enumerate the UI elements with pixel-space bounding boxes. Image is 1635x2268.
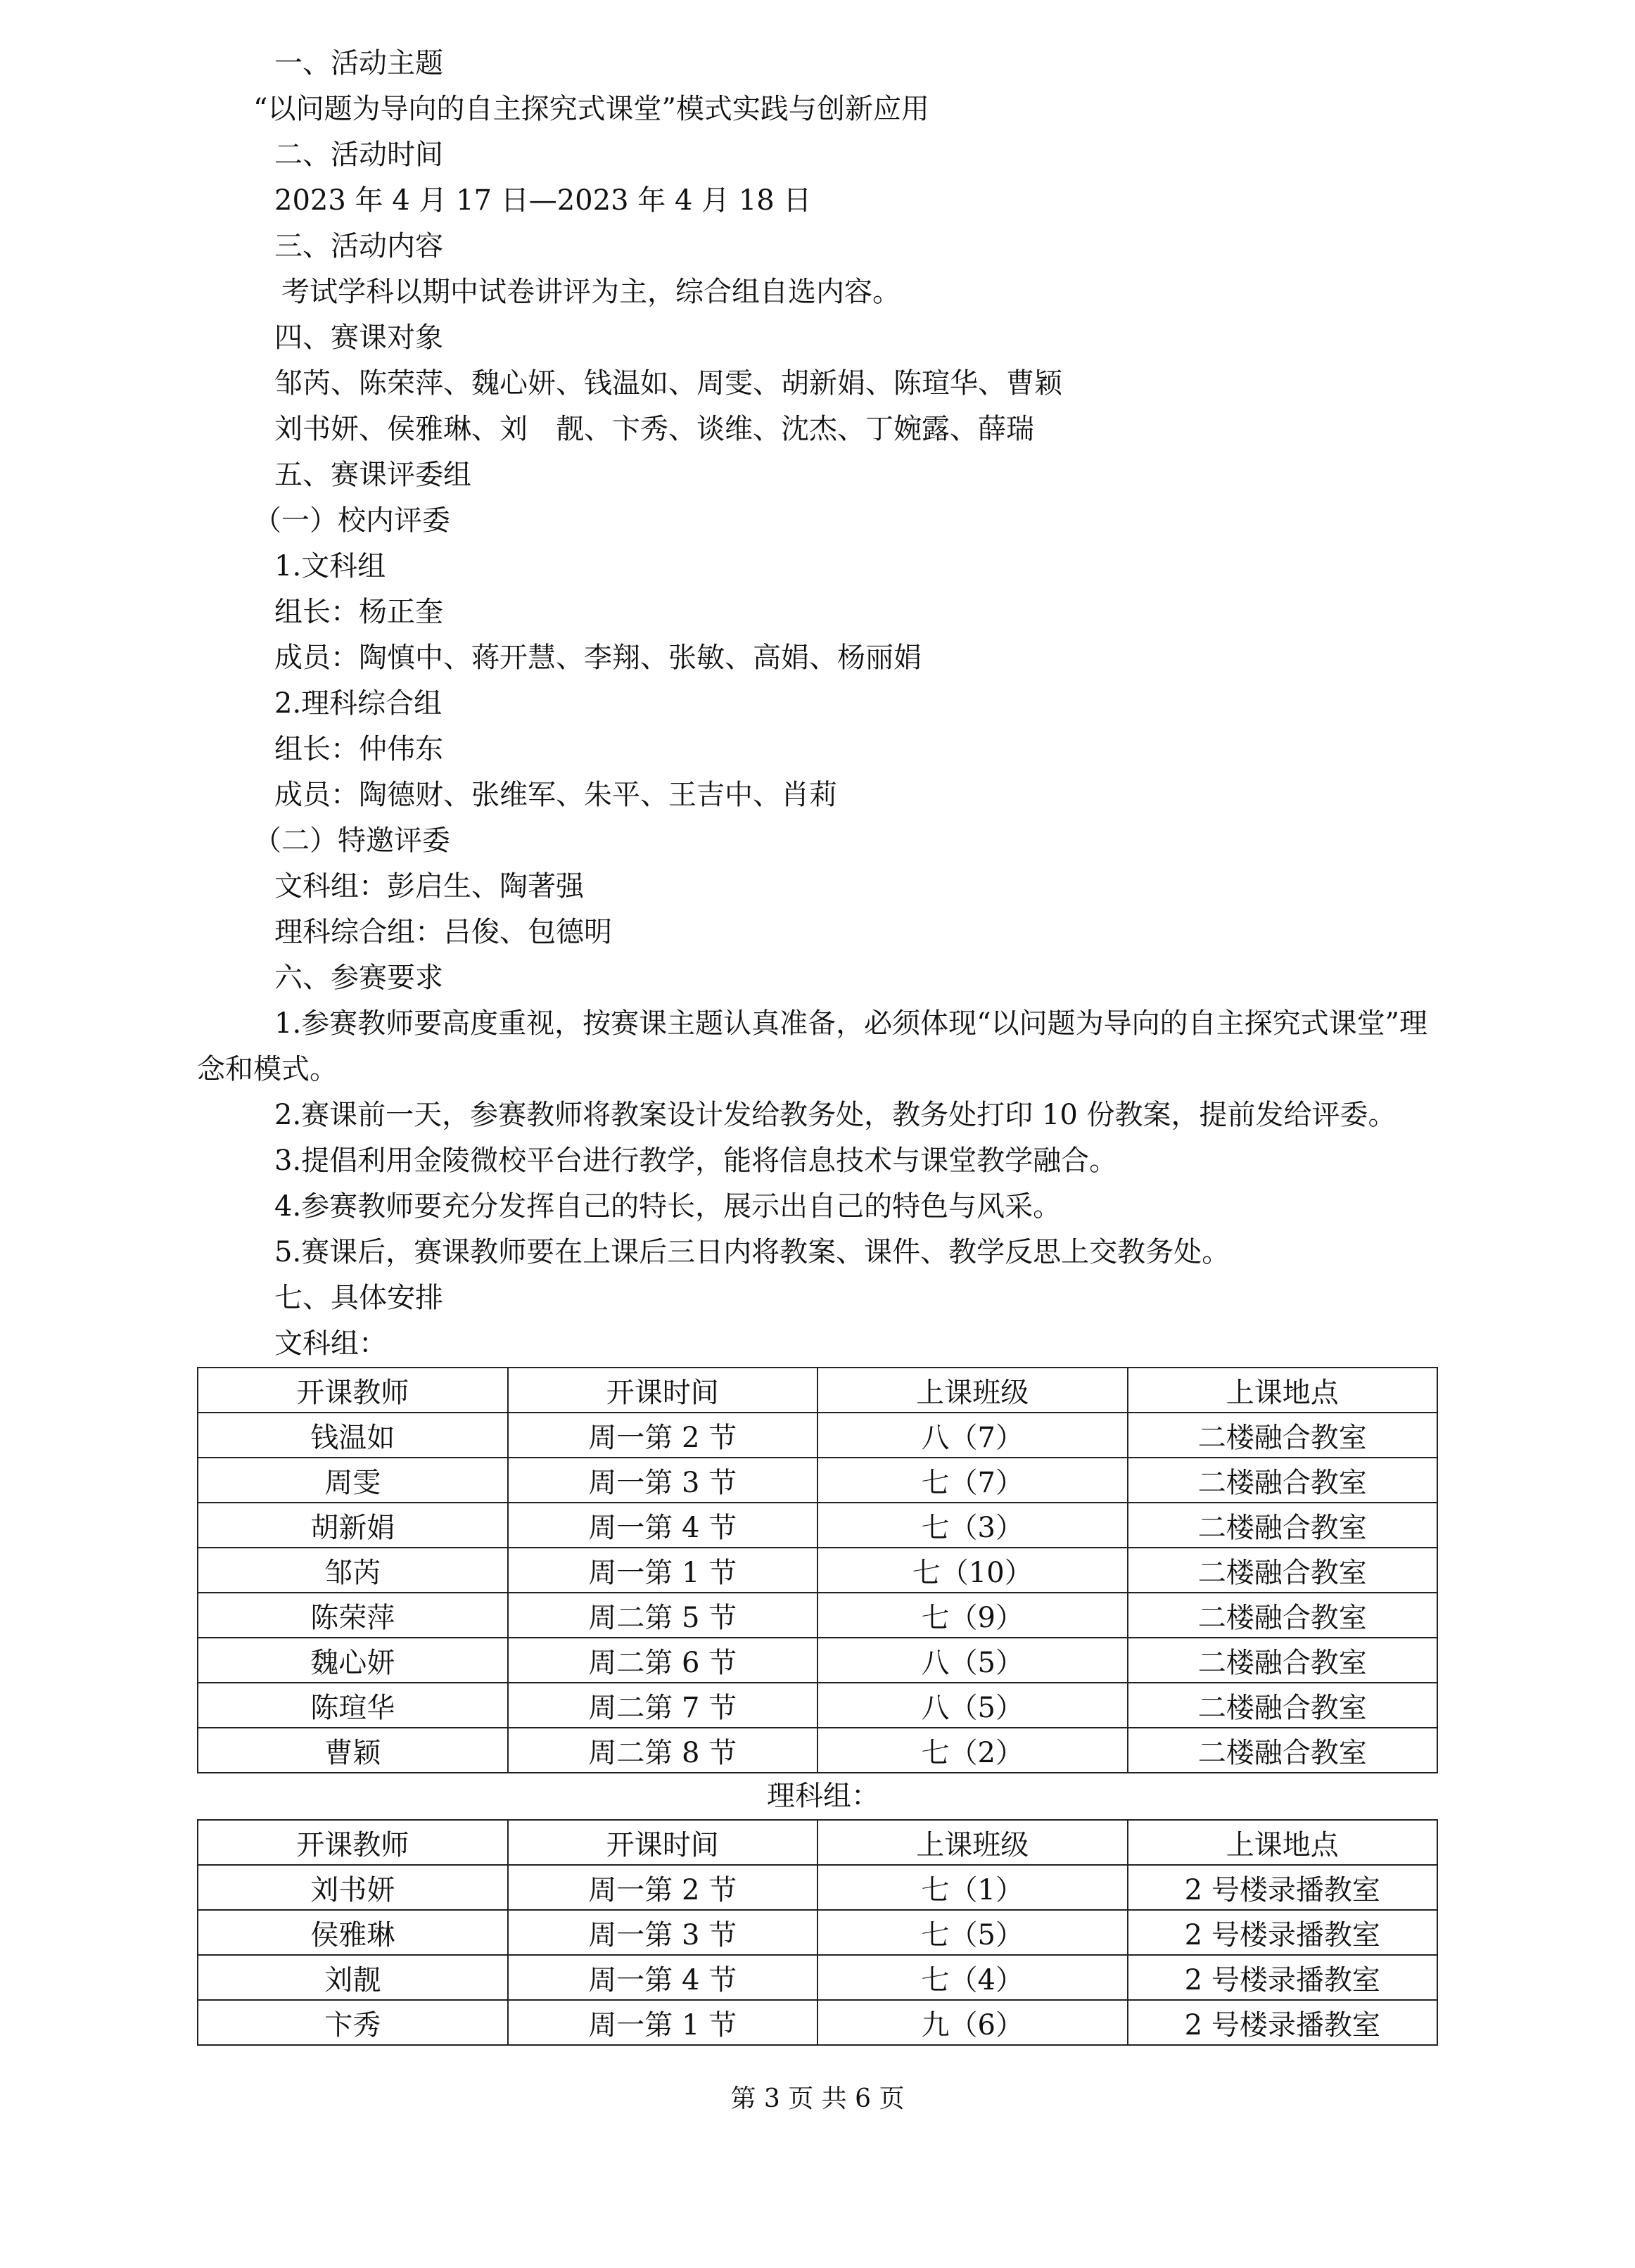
cell-time: 周二第 8 节 — [508, 1728, 818, 1773]
requirement-2: 2.赛课前一天，参赛教师将教案设计发给教务处，教务处打印 10 份教案，提前发给评委。 — [274, 1099, 1397, 1131]
cell-teacher: 陈荣萍 — [198, 1593, 508, 1638]
internal-judges-heading: （一）校内评委 — [253, 504, 450, 537]
header-teacher: 开课教师 — [198, 1368, 508, 1413]
participants-line-1: 邹芮、陈荣萍、魏心妍、钱温如、周雯、胡新娟、陈瑄华、曹颖 — [274, 367, 1062, 400]
science-group-heading: 2.理科综合组 — [274, 687, 443, 720]
requirement-1: 1.参赛教师要高度重视，按赛课主题认真准备，必须体现“以问题为导向的自主探究式课堂”理念和模式。 — [197, 1007, 1428, 1085]
cell-location: 二楼融合教室 — [1128, 1548, 1438, 1593]
invited-judges-arts: 文科组：彭启生、陶著强 — [274, 870, 584, 903]
cell-location: 2 号楼录播教室 — [1128, 1910, 1438, 1955]
cell-class: 九（6） — [818, 2000, 1128, 2045]
page-footer: 第 3 页 共 6 页 — [730, 2084, 905, 2113]
cell-location: 2 号楼录播教室 — [1128, 1865, 1438, 1910]
cell-location: 二楼融合教室 — [1128, 1683, 1438, 1728]
section-7-title: 七、具体安排 — [274, 1282, 443, 1314]
cell-location: 二楼融合教室 — [1128, 1728, 1438, 1773]
table-row — [198, 1955, 1437, 2000]
invited-judges-heading: （二）特邀评委 — [253, 824, 450, 857]
cell-time: 周二第 6 节 — [508, 1638, 818, 1683]
cell-class: 七（2） — [818, 1728, 1128, 1773]
cell-teacher: 卞秀 — [198, 2000, 508, 2045]
cell-location: 2 号楼录播教室 — [1128, 2000, 1438, 2045]
cell-teacher: 曹颖 — [198, 1728, 508, 1773]
cell-teacher: 侯雅琳 — [198, 1910, 508, 1955]
section-1-title: 一、活动主题 — [274, 47, 443, 79]
cell-teacher: 刘靓 — [198, 1955, 508, 2000]
cell-class: 七（10） — [818, 1548, 1128, 1593]
cell-location: 二楼融合教室 — [1128, 1638, 1438, 1683]
cell-teacher: 魏心妍 — [198, 1638, 508, 1683]
cell-class: 七（4） — [818, 1955, 1128, 2000]
arts-schedule-label: 文科组： — [274, 1327, 387, 1360]
table-row — [198, 1593, 1437, 1638]
cell-class: 七（3） — [818, 1503, 1128, 1548]
cell-location: 二楼融合教室 — [1128, 1458, 1438, 1503]
cell-location: 二楼融合教室 — [1128, 1503, 1438, 1548]
cell-time: 周二第 5 节 — [508, 1593, 818, 1638]
arts-group-heading: 1.文科组 — [274, 550, 386, 582]
section-5-title: 五、赛课评委组 — [274, 459, 471, 491]
cell-class: 八（7） — [818, 1413, 1128, 1458]
cell-time: 周一第 1 节 — [508, 2000, 818, 2045]
invited-judges-science: 理科综合组：吕俊、包德明 — [274, 916, 612, 948]
cell-time: 周一第 1 节 — [508, 1548, 818, 1593]
cell-location: 二楼融合教室 — [1128, 1593, 1438, 1638]
cell-time: 周一第 2 节 — [508, 1413, 818, 1458]
cell-class: 八（5） — [818, 1683, 1128, 1728]
science-schedule-label: 理科组： — [767, 1780, 879, 1812]
table-row — [198, 1865, 1437, 1910]
cell-class: 八（5） — [818, 1638, 1128, 1683]
table-row — [198, 1503, 1437, 1548]
table-header-row — [198, 1368, 1437, 1413]
cell-time: 周一第 2 节 — [508, 1865, 818, 1910]
science-group-leader: 组长：仲伟东 — [274, 733, 443, 765]
table-row — [198, 1683, 1437, 1728]
cell-teacher: 钱温如 — [198, 1413, 508, 1458]
cell-time: 周二第 7 节 — [508, 1683, 818, 1728]
header-location: 上课地点 — [1128, 1368, 1438, 1413]
table-row — [198, 1458, 1437, 1503]
cell-teacher: 邹芮 — [198, 1548, 508, 1593]
section-6-title: 六、参赛要求 — [274, 962, 443, 994]
science-group-members: 成员：陶德财、张维军、朱平、王吉中、肖莉 — [274, 779, 837, 811]
cell-teacher: 刘书妍 — [198, 1865, 508, 1910]
table-header-row — [198, 1820, 1437, 1865]
cell-class: 七（7） — [818, 1458, 1128, 1503]
cell-class: 七（5） — [818, 1910, 1128, 1955]
table-row — [198, 1638, 1437, 1683]
requirement-3: 3.提倡利用金陵微校平台进行教学，能将信息技术与课堂教学融合。 — [274, 1145, 1118, 1177]
section-1-body: “以问题为导向的自主探究式课堂”模式实践与创新应用 — [253, 93, 929, 125]
table-row — [198, 1728, 1437, 1773]
document-body — [197, 41, 1449, 2046]
section-3-body: 考试学科以期中试卷讲评为主，综合组自选内容。 — [281, 276, 901, 308]
cell-class: 七（1） — [818, 1865, 1128, 1910]
header-time: 开课时间 — [508, 1368, 818, 1413]
header-class: 上课班级 — [818, 1820, 1128, 1865]
header-class: 上课班级 — [818, 1368, 1128, 1413]
cell-class: 七（9） — [818, 1593, 1128, 1638]
arts-group-members: 成员：陶慎中、蒋开慧、李翔、张敏、高娟、杨丽娟 — [274, 642, 922, 674]
table-row — [198, 2000, 1437, 2045]
requirement-4: 4.参赛教师要充分发挥自己的特长，展示出自己的特色与风采。 — [274, 1190, 1062, 1223]
cell-teacher: 胡新娟 — [198, 1503, 508, 1548]
cell-location: 二楼融合教室 — [1128, 1413, 1438, 1458]
cell-teacher: 陈瑄华 — [198, 1683, 508, 1728]
participants-line-2: 刘书妍、侯雅琳、刘 靓、卞秀、谈维、沈杰、丁婉露、薛瑞 — [274, 413, 1034, 445]
cell-time: 周一第 4 节 — [508, 1955, 818, 2000]
table-row — [198, 1413, 1437, 1458]
cell-time: 周一第 3 节 — [508, 1910, 818, 1955]
arts-group-leader: 组长：杨正奎 — [274, 596, 443, 628]
table-row — [198, 1548, 1437, 1593]
section-2-title: 二、活动时间 — [274, 139, 443, 171]
cell-teacher: 周雯 — [198, 1458, 508, 1503]
cell-location: 2 号楼录播教室 — [1128, 1955, 1438, 2000]
requirement-5: 5.赛课后，赛课教师要在上课后三日内将教案、课件、教学反思上交教务处。 — [274, 1236, 1230, 1268]
section-4-title: 四、赛课对象 — [274, 321, 443, 354]
arts-schedule-table — [197, 1367, 1438, 1773]
section-3-title: 三、活动内容 — [274, 230, 443, 262]
header-location: 上课地点 — [1128, 1820, 1438, 1865]
cell-time: 周一第 4 节 — [508, 1503, 818, 1548]
science-schedule-table — [197, 1819, 1438, 2046]
section-2-body: 2023 年 4 月 17 日—2023 年 4 月 18 日 — [274, 184, 812, 217]
table-row — [198, 1910, 1437, 1955]
header-teacher: 开课教师 — [198, 1820, 508, 1865]
cell-time: 周一第 3 节 — [508, 1458, 818, 1503]
header-time: 开课时间 — [508, 1820, 818, 1865]
